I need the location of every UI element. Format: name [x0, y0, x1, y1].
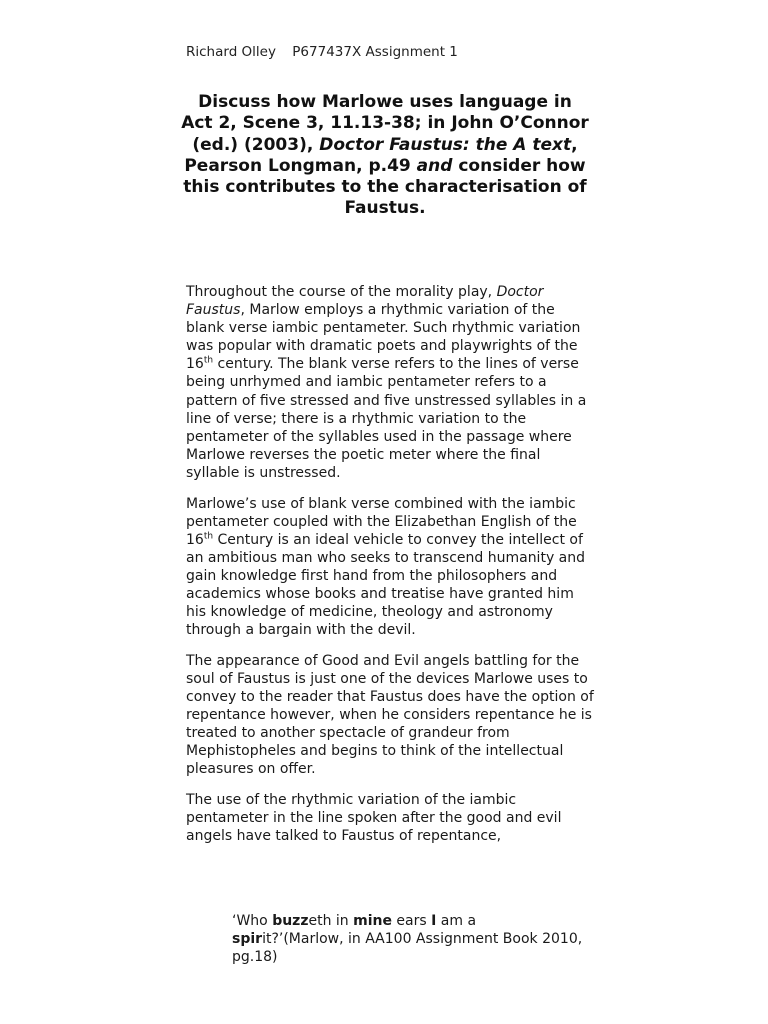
quote-stress-3: I [431, 913, 437, 929]
quote-text-3: ears [391, 913, 432, 929]
quote-text-5: it?’(Marlow, in AA100 Assignment Book 2010, pg.18) [232, 931, 583, 966]
quote-text-4: am a [436, 913, 477, 929]
paragraph-2-text-b: Century is an ideal vehicle to convey the intellect of an ambitious man who seeks to transcend humanity and gain knowledge first hand from the philosophers and academics whose books and treatise have granted him his knowledge of medicine, theology and astronomy through a bargain with the devil. [186, 531, 586, 639]
paragraph-3: The appearance of Good and Evil angels battling for the soul of Faustus is just one of the devices Marlowe uses to convey to the reader that Faustus does have the option of repentance however, when he considers repentance he is treated to another spectacle of grandeur from Mephistopheles and begins to think of the intellectual pleasures on offer. [186, 652, 594, 778]
block-quote [232, 912, 592, 966]
title-book-name: Doctor Faustus: the A text [319, 134, 572, 155]
paragraph-1-text-a: Throughout the course of the morality play, [186, 284, 497, 300]
paragraph-2-text-a: Marlowe’s use of blank verse combined with the iambic pentameter coupled with the Elizabethan English of the 16 [186, 495, 577, 548]
paragraph-1-play-title: Doctor Faustus [186, 284, 544, 319]
quote-text-2: eth in [308, 913, 354, 929]
student-id: P677437X [292, 44, 362, 60]
paragraph-1-superscript: th [203, 355, 214, 366]
document-header [186, 44, 458, 60]
quote-stress-4: spir [232, 931, 263, 948]
essay-title [180, 92, 590, 220]
author-name: Richard Olley [186, 44, 276, 60]
title-and: and [416, 155, 453, 176]
paragraph-4: The use of the rhythmic variation of the iambic pentameter in the line spoken after the good and evil angels have talked to Faustus of repentance, [186, 791, 562, 845]
quote-stress-1: buzz [272, 913, 309, 929]
essay-body [186, 283, 596, 858]
paragraph-2-superscript: th [203, 531, 214, 542]
title-text-2: , Pearson Longman, p.49 [184, 134, 578, 176]
quote-stress-2: mine [353, 913, 392, 929]
title-text-3: consider how this contributes to the characterisation of Faustus. [183, 155, 587, 219]
paragraph-1-text-c: century. The blank verse refers to the lines of verse being unrhymed and iambic pentameter refers to a pattern of five stressed and five unstressed syllables in a line of verse; there is a rhythmic variation to the pentameter of the syllables used in the passage where Marlowe reverses the poetic meter where the final syllable is unstressed. [186, 356, 587, 481]
quote-text-1: ‘Who [232, 913, 273, 929]
paragraph-1 [186, 283, 596, 482]
title-text-1: Discuss how Marlowe uses language in Act 2, Scene 3, 11.13-38; in John O’Connor (ed.) (2003), [181, 92, 589, 155]
paragraph-1-text-b: , Marlow employs a rhythmic variation of the blank verse iambic pentameter. Such rhythmic variation was popular with dramatic poets and playwrights of the 16 [186, 302, 581, 373]
paragraph-2 [186, 495, 596, 640]
assignment-label: Assignment 1 [365, 44, 458, 60]
